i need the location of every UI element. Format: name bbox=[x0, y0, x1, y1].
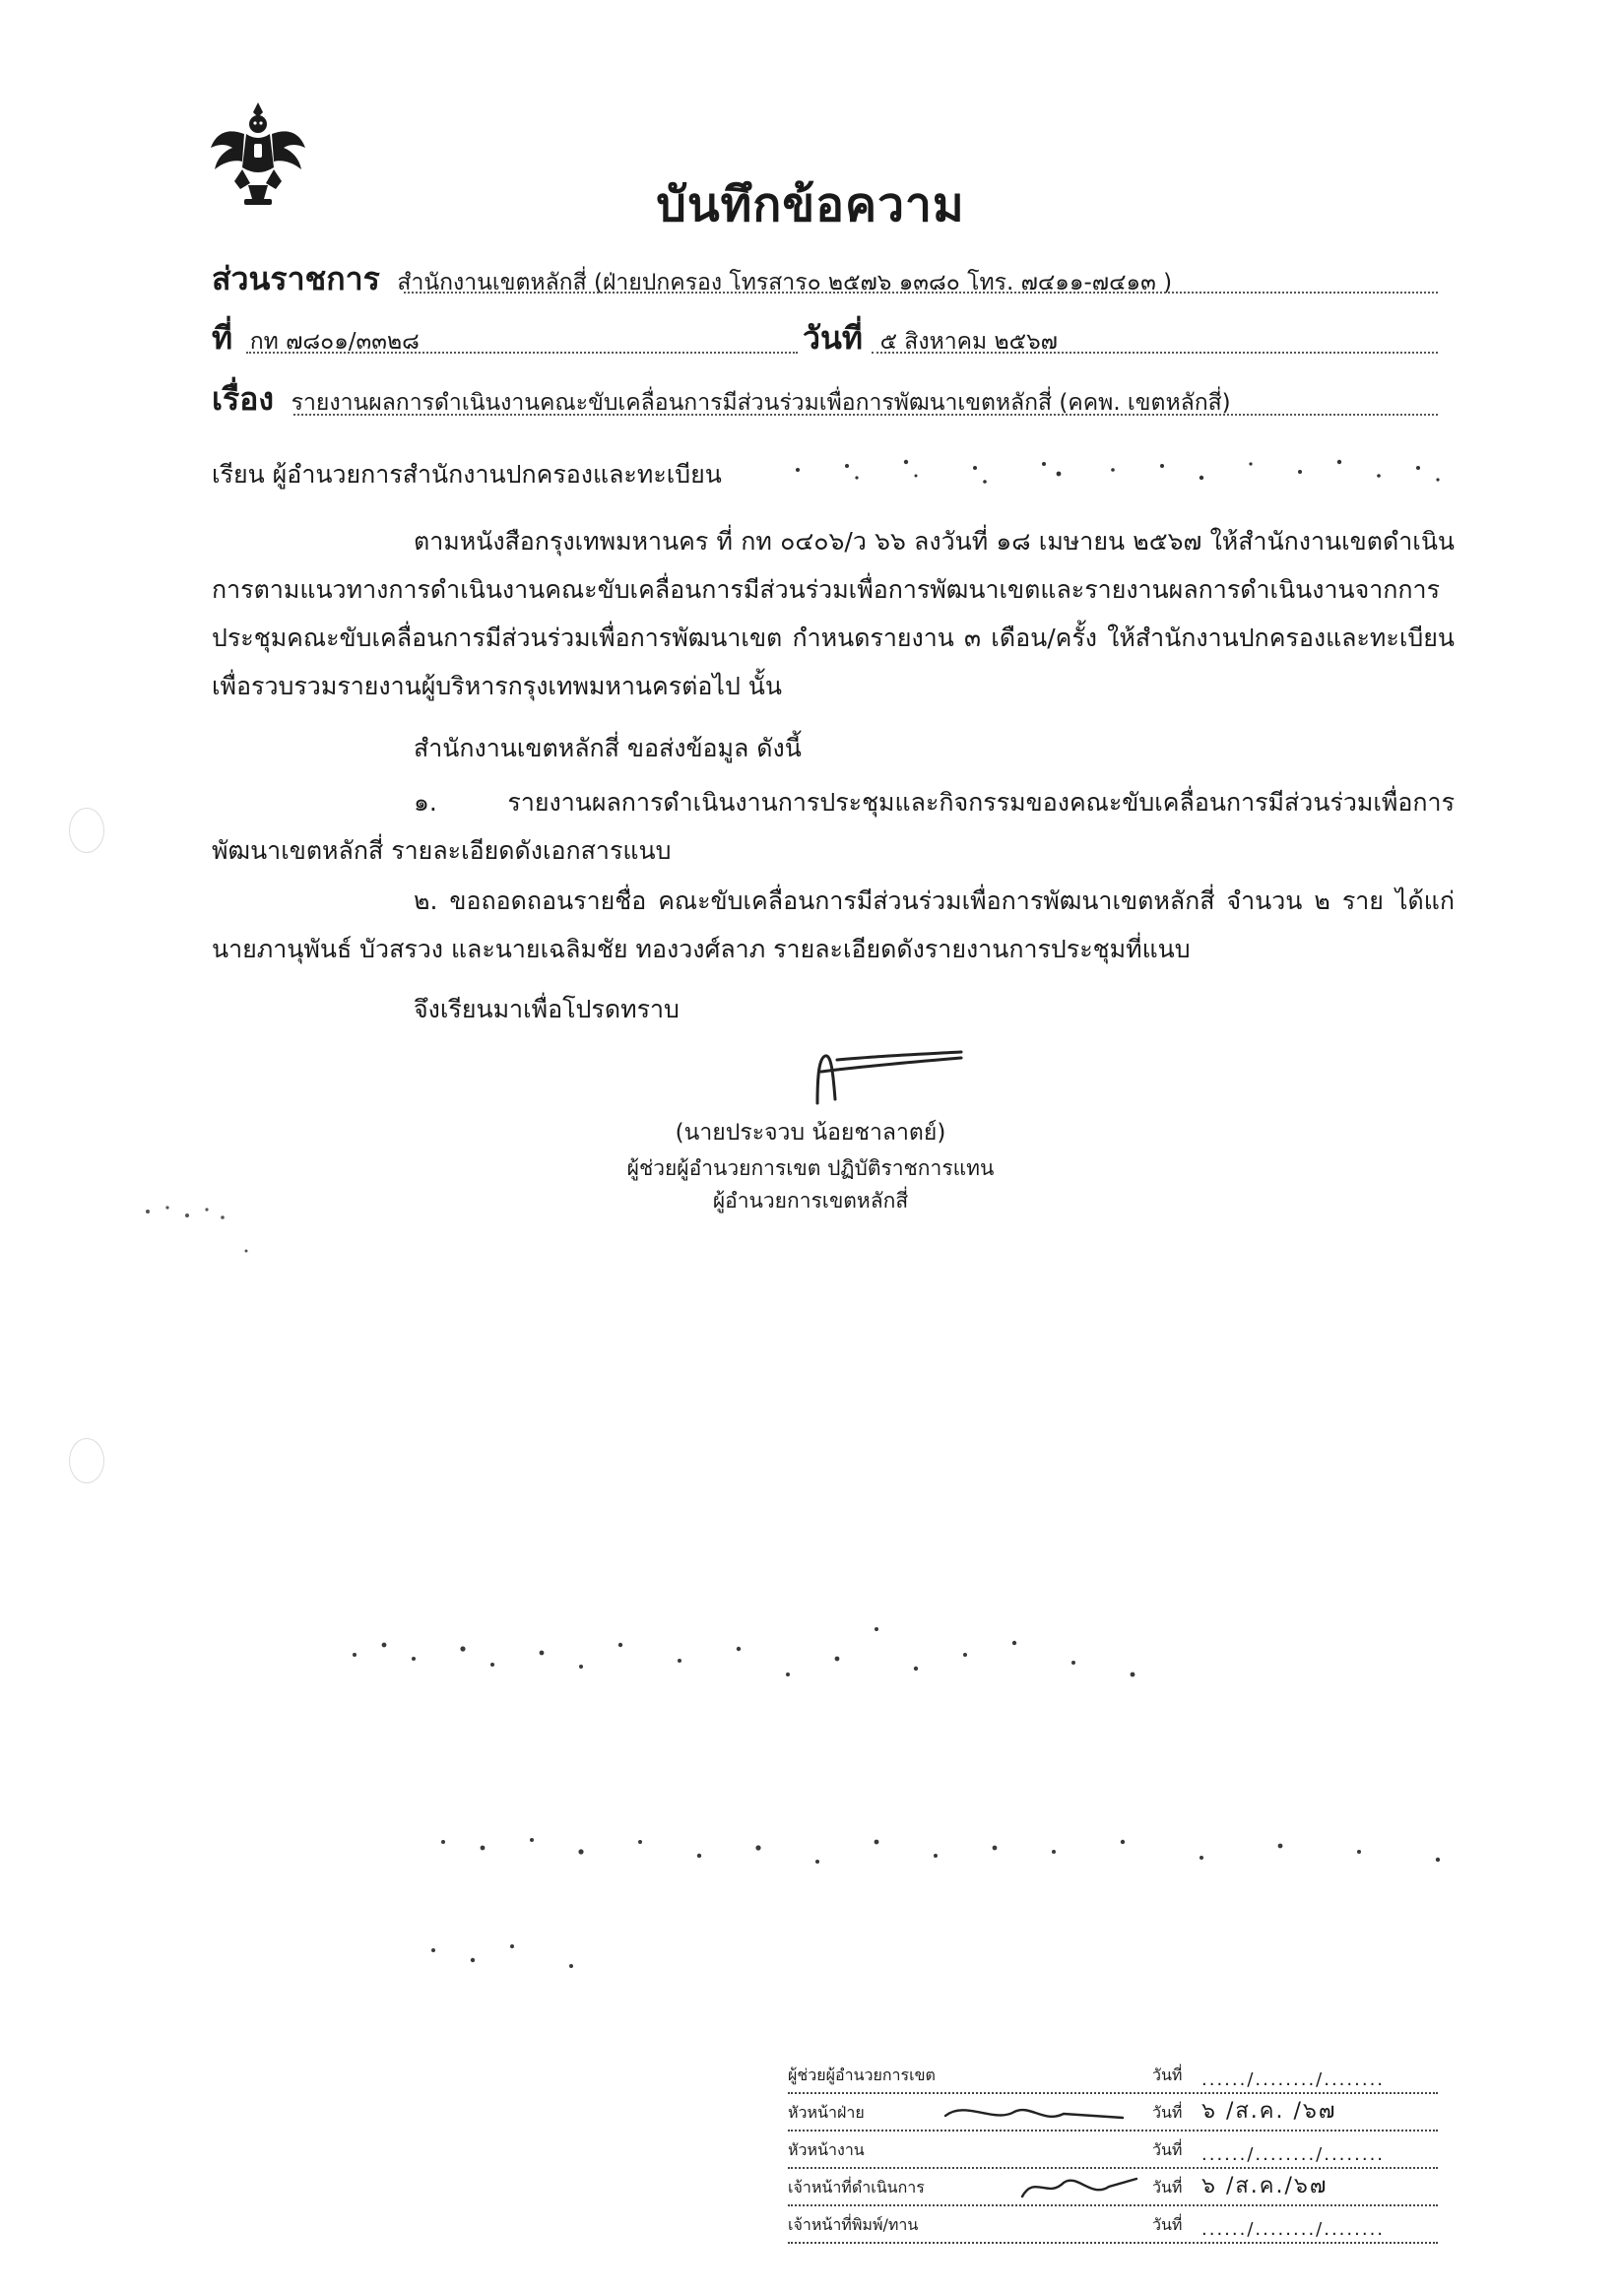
dotted-underline bbox=[404, 292, 1438, 294]
routing-date-label: วันที่ bbox=[1152, 2066, 1183, 2084]
routing-slip bbox=[788, 2057, 1438, 2244]
routing-row bbox=[788, 2206, 1438, 2244]
routing-date-label: วันที่ bbox=[1152, 2178, 1183, 2197]
routing-date-value: ๖ /ส.ค./๖๗ bbox=[1201, 2174, 1329, 2198]
body-paragraph-2: สำนักงานเขตหลักสี่ ขอส่งข้อมูล ดังนี้ bbox=[414, 734, 802, 762]
body-paragraph-4: ๒. ขอถอดถอนรายชื่อ คณะขับเคลื่อนการมีส่วนร่วมเพื่อการพัฒนาเขตหลักสี่ จำนวน ๒ ราย ได้แก่ นายภานุพันธ์ บัวสรวง และนายเฉลิมชัย ทองวงศ์ลาภ รายละเอียดดังรายงานการประชุมที่แนบ bbox=[212, 886, 1455, 963]
memo-title: บันทึกข้อความ bbox=[656, 177, 965, 232]
handwritten-signature bbox=[778, 1044, 965, 1113]
signatory-name: (นายประจวบ น้อยชาลาตย์) bbox=[675, 1120, 946, 1146]
body-paragraph-5: จึงเรียนมาเพื่อโปรดทราบ bbox=[414, 995, 680, 1023]
dotted-underline bbox=[872, 352, 1438, 354]
dotted-underline bbox=[293, 414, 1438, 416]
routing-row bbox=[788, 2132, 1438, 2169]
punch-hole-mark bbox=[69, 1438, 104, 1483]
subject-label: เรื่อง bbox=[212, 380, 274, 418]
signatory-position-2: ผู้อำนวยการเขตหลักสี่ bbox=[712, 1189, 909, 1213]
routing-role: เจ้าหน้าที่พิมพ์/ทาน bbox=[788, 2215, 919, 2234]
agency-value: สำนักงานเขตหลักสี่ (ฝ่ายปกครอง โทรสาร๐ ๒๕๗๖ ๑๓๘๐ โทร. ๗๔๑๑-๗๔๑๓ ) bbox=[397, 270, 1173, 295]
routing-date-value: ....../......../........ bbox=[1201, 2219, 1386, 2240]
date-value: ๕ สิงหาคม ๒๕๖๗ bbox=[879, 329, 1058, 355]
faded-stamp-residue bbox=[128, 1182, 266, 1261]
handwritten-initial bbox=[936, 2094, 1133, 2130]
routing-date-value: ....../......../........ bbox=[1201, 2069, 1386, 2090]
signatory-position: ผู้ช่วยผู้อำนวยการเขต ปฏิบัติราชการแทน bbox=[626, 1156, 995, 1180]
faded-stamp-residue bbox=[325, 1615, 1270, 1734]
routing-role: หัวหน้าฝ่าย bbox=[788, 2103, 865, 2122]
body-paragraph-3: ๑. รายงานผลการดำเนินงานการประชุมและกิจกรรมของคณะขับเคลื่อนการมีส่วนร่วมเพื่อการพัฒนาเขตหลักสี่ รายละเอียดดังเอกสารแนบ bbox=[212, 788, 1455, 865]
body-paragraph-1: ตามหนังสือกรุงเทพมหานคร ที่ กท ๐๔๐๖/ว ๖๖ ลงวันที่ ๑๘ เมษายน ๒๕๖๗ ให้สำนักงานเขตดำเนินการตามแนวทางการดำเนินงานคณะขับเคลื่อนการมีส่วนร่วมเพื่อการพัฒนาเขตและรายงานผลการดำเนินงานจากการประชุมคณะขับเคลื่อนการมีส่วนร่วมเพื่อการพัฒนาเขต กำหนดรายงาน ๓ เดือน/ครั้ง ให้สำนักงานปกครองและทะเบียน เพื่อรวบรวมรายงานผู้บริหารกรุงเทพมหานครต่อไป นั้น bbox=[212, 527, 1455, 700]
date-line bbox=[803, 313, 1058, 363]
routing-date-label: วันที่ bbox=[1152, 2103, 1183, 2122]
routing-row bbox=[788, 2169, 1438, 2206]
date-label: วันที่ bbox=[803, 319, 863, 357]
routing-role: เจ้าหน้าที่ดำเนินการ bbox=[788, 2178, 925, 2197]
subject-line bbox=[212, 374, 1231, 425]
routing-date-label: วันที่ bbox=[1152, 2140, 1183, 2159]
faded-stamp-residue bbox=[414, 1812, 1477, 1990]
routing-date-value: ๖ /ส.ค. /๖๗ bbox=[1201, 2099, 1337, 2124]
dotted-underline bbox=[246, 352, 798, 354]
handwritten-initial bbox=[1014, 2169, 1142, 2204]
routing-role: ผู้ช่วยผู้อำนวยการเขต bbox=[788, 2066, 936, 2084]
reference-line bbox=[212, 313, 420, 363]
agency-label: ส่วนราชการ bbox=[212, 260, 380, 297]
redaction-marks bbox=[788, 448, 1458, 497]
routing-row bbox=[788, 2057, 1438, 2094]
routing-role: หัวหน้างาน bbox=[788, 2140, 865, 2159]
salutation: เรียน ผู้อำนวยการสำนักงานปกครองและทะเบียน bbox=[212, 460, 722, 489]
routing-row bbox=[788, 2094, 1438, 2132]
routing-date-value: ....../......../........ bbox=[1201, 2144, 1386, 2165]
subject-value: รายงานผลการดำเนินงานคณะขับเคลื่อนการมีส่วนร่วมเพื่อการพัฒนาเขตหลักสี่ (คคพ. เขตหลักสี่) bbox=[291, 390, 1231, 416]
agency-line bbox=[212, 254, 1172, 304]
routing-date-label: วันที่ bbox=[1152, 2215, 1183, 2234]
reference-value: กท ๗๘๐๑/๓๓๒๘ bbox=[249, 329, 420, 355]
punch-hole-mark bbox=[69, 808, 104, 853]
reference-label: ที่ bbox=[212, 319, 233, 357]
